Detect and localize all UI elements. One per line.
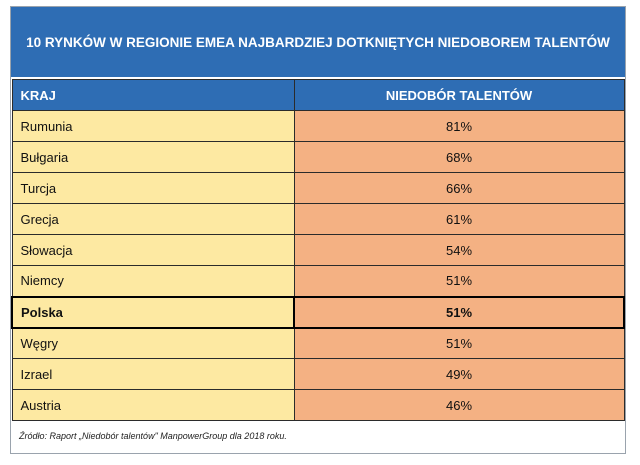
- header-row: [12, 80, 624, 111]
- country-cell: Niemcy: [12, 266, 294, 297]
- country-cell: Grecja: [12, 204, 294, 235]
- country-cell: Austria: [12, 390, 294, 421]
- country-cell: Polska: [12, 297, 294, 328]
- table-row: [12, 204, 624, 235]
- table-row: [12, 390, 624, 421]
- country-cell: Izrael: [12, 359, 294, 390]
- value-cell: 51%: [294, 297, 624, 328]
- table-frame: [10, 6, 626, 454]
- country-cell: Rumunia: [12, 111, 294, 142]
- value-cell: 68%: [294, 142, 624, 173]
- country-cell: Turcja: [12, 173, 294, 204]
- table-row: [12, 142, 624, 173]
- table-row: [12, 359, 624, 390]
- value-cell: 51%: [294, 266, 624, 297]
- chart-title: 10 RYNKÓW W REGIONIE EMEA NAJBARDZIEJ DOTKNIĘTYCH NIEDOBOREM TALENTÓW: [11, 7, 625, 77]
- column-header-value: NIEDOBÓR TALENTÓW: [294, 80, 624, 111]
- value-cell: 81%: [294, 111, 624, 142]
- table-row: [12, 266, 624, 297]
- value-cell: 49%: [294, 359, 624, 390]
- table-row: [12, 297, 624, 328]
- country-cell: Słowacja: [12, 235, 294, 266]
- country-cell: Węgry: [12, 328, 294, 359]
- table-body: [12, 111, 624, 421]
- column-header-country: KRAJ: [12, 80, 294, 111]
- data-table: [11, 79, 625, 421]
- value-cell: 54%: [294, 235, 624, 266]
- table-row: [12, 173, 624, 204]
- table-row: [12, 111, 624, 142]
- source-note: Źródło: Raport „Niedobór talentów" ManpowerGroup dla 2018 roku.: [19, 431, 287, 441]
- value-cell: 61%: [294, 204, 624, 235]
- table-row: [12, 235, 624, 266]
- value-cell: 46%: [294, 390, 624, 421]
- country-cell: Bułgaria: [12, 142, 294, 173]
- table-row: [12, 328, 624, 359]
- value-cell: 51%: [294, 328, 624, 359]
- value-cell: 66%: [294, 173, 624, 204]
